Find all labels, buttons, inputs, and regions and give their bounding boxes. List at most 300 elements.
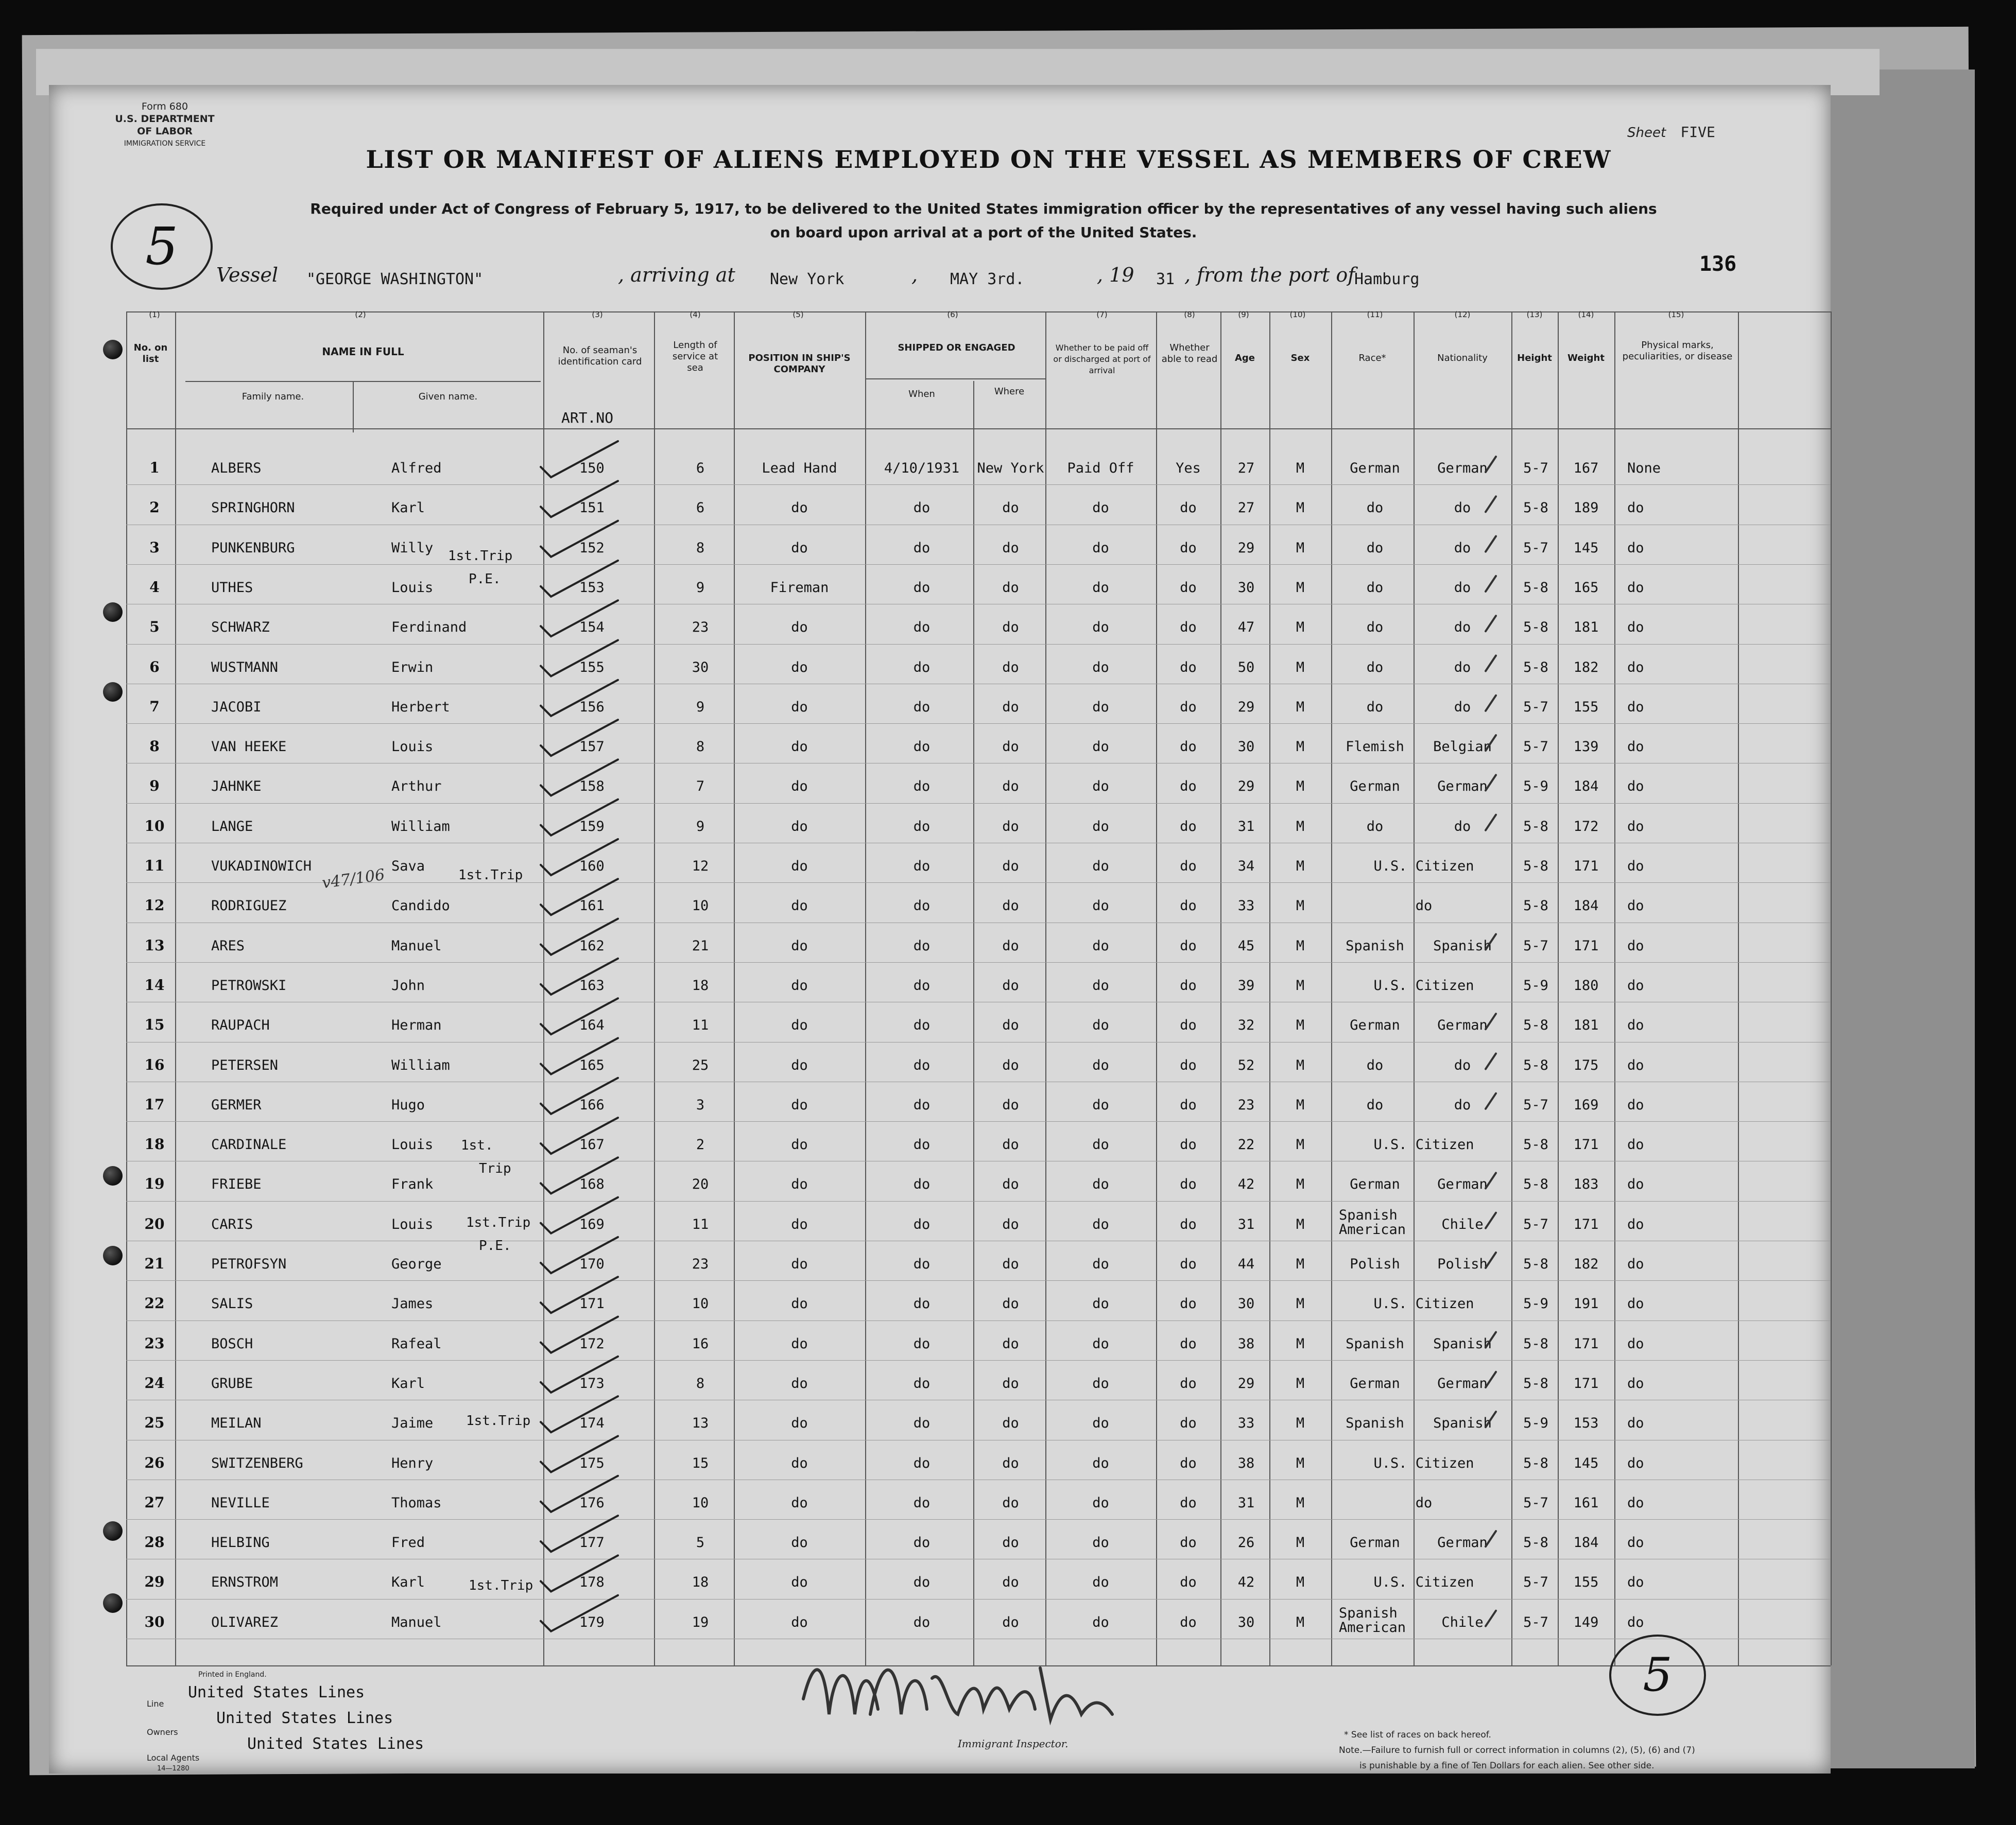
nationality-tick: [1486, 656, 1496, 671]
height-cell: 5-8: [1523, 1137, 1548, 1153]
height-cell: 5-8: [1523, 1176, 1548, 1193]
weight-cell: 171: [1573, 1137, 1599, 1153]
position-cell: do: [791, 1176, 808, 1193]
column-number: (5): [792, 310, 804, 319]
able-read-cell: do: [1180, 1216, 1197, 1232]
shipped-where-cell: do: [1002, 1057, 1019, 1073]
able-read-cell: do: [1180, 699, 1197, 715]
shipped-where-cell: do: [1002, 858, 1019, 874]
paid-off-cell: do: [1092, 977, 1109, 994]
shipped-when-cell: do: [913, 1256, 931, 1272]
subtitle-line: on board upon arrival at a port of the United States.: [770, 224, 1197, 241]
sex-cell: M: [1296, 937, 1305, 954]
given-name-cell: Hugo: [391, 1097, 425, 1113]
service-length-cell: 13: [692, 1415, 709, 1432]
from-port: Hamburg: [1354, 270, 1420, 288]
column-number: (14): [1578, 310, 1594, 319]
penalty-note-1: Note.—Failure to furnish full or correct information in columns (2), (5), (6) and (7): [1339, 1745, 1695, 1756]
shipped-where-cell: do: [1002, 937, 1019, 954]
shipped-where-cell: do: [1002, 659, 1019, 675]
able-read-cell: do: [1180, 579, 1197, 596]
row-number-cell: 22: [144, 1295, 165, 1312]
paid-off-cell: do: [1092, 858, 1109, 874]
position-cell: do: [791, 1335, 808, 1352]
service-length-cell: 11: [692, 1216, 709, 1232]
service-name: IMMIGRATION SERVICE: [124, 140, 206, 148]
position-cell: Lead Hand: [762, 460, 837, 476]
column-number: (2): [355, 310, 366, 319]
card-number-cell: 160: [579, 858, 605, 874]
shipped-where-cell: do: [1002, 818, 1019, 835]
shipped-when-cell: do: [913, 1017, 931, 1034]
sex-cell: M: [1296, 579, 1305, 596]
family-name-cell: VUKADINOWICH: [211, 858, 312, 874]
height-cell: 5-8: [1523, 579, 1548, 596]
paid-off-cell: do: [1092, 1137, 1109, 1153]
physical-marks-cell: do: [1627, 1535, 1644, 1551]
height-cell: 5-7: [1523, 739, 1548, 755]
agents-value: United States Lines: [247, 1735, 424, 1753]
race-cell: do: [1366, 1097, 1384, 1113]
shipped-when-cell: do: [913, 699, 931, 715]
agents-code: 14—1280: [157, 1765, 189, 1772]
comma: ,: [911, 264, 918, 286]
nationality-cell: do: [1454, 619, 1471, 636]
checkmark-mark: [541, 1516, 618, 1552]
row-number-cell: 5: [149, 618, 160, 636]
form-number: Form 680: [141, 101, 188, 112]
header-no-on-list: No. on list: [133, 342, 168, 364]
shipped-where-cell: do: [1002, 540, 1019, 556]
given-name-cell: Louis: [391, 1216, 434, 1232]
given-name-cell: Sava: [391, 858, 425, 874]
family-name-cell: HELBING: [211, 1535, 270, 1551]
race-cell: do: [1366, 540, 1384, 556]
shipped-where-cell: do: [1002, 1375, 1019, 1392]
race-cell: do: [1415, 898, 1433, 914]
given-name-cell: Herbert: [391, 699, 450, 715]
race-cell: Spanish: [1346, 1335, 1404, 1352]
card-number-cell: 179: [579, 1614, 605, 1630]
checkmark-mark: [541, 759, 618, 795]
row-number-cell: 16: [144, 1056, 165, 1073]
shipped-where-cell: do: [1002, 1137, 1019, 1153]
weight-cell: 169: [1573, 1097, 1599, 1113]
checkmark-mark: [541, 1038, 618, 1074]
row-number-cell: 3: [149, 538, 160, 556]
position-cell: do: [791, 1296, 808, 1312]
year-suffix: 31: [1156, 270, 1175, 288]
physical-marks-cell: do: [1627, 619, 1644, 636]
service-length-cell: 8: [696, 540, 705, 556]
nationality-tick: [1486, 1611, 1496, 1626]
shipped-when-cell: do: [913, 977, 931, 994]
age-cell: 29: [1237, 778, 1255, 795]
row-number-cell: 14: [144, 976, 165, 994]
shipped-when-cell: do: [913, 818, 931, 835]
shipped-where-cell: do: [1002, 1097, 1019, 1113]
position-cell: do: [791, 977, 808, 994]
race-cell: Spanish: [1346, 1415, 1404, 1432]
sex-cell: M: [1296, 699, 1305, 715]
height-cell: 5-7: [1523, 1614, 1548, 1630]
column-number: (8): [1184, 310, 1195, 319]
physical-marks-cell: do: [1627, 818, 1644, 835]
able-read-cell: do: [1180, 977, 1197, 994]
given-name-cell: Herman: [391, 1017, 442, 1034]
family-name-cell: FRIEBE: [211, 1176, 262, 1193]
header-sex: Sex: [1290, 353, 1310, 363]
sex-cell: M: [1296, 739, 1305, 755]
shipped-when-cell: do: [913, 1216, 931, 1232]
row-number-cell: 7: [149, 698, 160, 715]
position-cell: do: [791, 858, 808, 874]
position-cell: do: [791, 699, 808, 715]
race-cell: do: [1366, 659, 1384, 675]
shipped-when-cell: do: [913, 1097, 931, 1113]
checkmark-mark: [541, 561, 618, 597]
sex-cell: M: [1296, 1375, 1305, 1392]
sex-cell: M: [1296, 1097, 1305, 1113]
sex-cell: M: [1296, 977, 1305, 994]
nationality-tick: [1486, 775, 1496, 790]
age-cell: 30: [1237, 1614, 1255, 1630]
trip-note: 1st.Trip: [458, 867, 523, 883]
family-name-cell: VAN HEEKE: [211, 739, 287, 755]
card-number-cell: 162: [579, 937, 605, 954]
header-paid-off: Whether to be paid off or discharged at port of arrival: [1053, 343, 1151, 375]
paid-off-cell: Paid Off: [1067, 460, 1134, 476]
weight-cell: 171: [1573, 858, 1599, 874]
age-cell: 52: [1237, 1057, 1255, 1073]
service-length-cell: 6: [696, 500, 705, 516]
family-name-cell: BOSCH: [211, 1335, 253, 1352]
nationality-tick: [1486, 616, 1496, 631]
service-length-cell: 9: [696, 818, 705, 835]
arrival-date: MAY 3rd.: [950, 270, 1025, 288]
paid-off-cell: do: [1092, 1216, 1109, 1232]
row-number-cell: 17: [144, 1096, 165, 1113]
inspector-label: Immigrant Inspector.: [958, 1737, 1069, 1750]
circled-footer-number: [1609, 1635, 1706, 1716]
line-value: United States Lines: [188, 1683, 365, 1701]
row-number-cell: 10: [144, 817, 165, 835]
shipped-where-cell: do: [1002, 619, 1019, 636]
pe-note: P.E.: [479, 1238, 511, 1254]
position-cell: do: [791, 1375, 808, 1392]
family-name-cell: SPRINGHORN: [211, 500, 295, 516]
service-length-cell: 16: [692, 1335, 709, 1352]
paid-off-cell: do: [1092, 500, 1109, 516]
card-number-cell: 157: [579, 739, 605, 755]
position-cell: do: [791, 1097, 808, 1113]
card-number-cell: 170: [579, 1256, 605, 1272]
nationality-tick: [1486, 1412, 1496, 1427]
checkmark-mark: [541, 441, 618, 477]
nationality-cell: Spanish: [1433, 1415, 1492, 1432]
height-cell: 5-8: [1523, 500, 1548, 516]
shipped-when-cell: do: [913, 898, 931, 914]
paid-off-cell: do: [1092, 739, 1109, 755]
service-length-cell: 8: [696, 1375, 705, 1392]
shipped-when-cell: do: [913, 1057, 931, 1073]
page-number: 136: [1699, 252, 1737, 276]
weight-cell: 191: [1573, 1296, 1599, 1312]
row-number-cell: 28: [144, 1534, 165, 1551]
sex-cell: M: [1296, 1335, 1305, 1352]
header-given-name: Given name.: [418, 391, 478, 402]
given-name-cell: William: [391, 1057, 450, 1073]
given-name-cell: Ferdinand: [391, 619, 467, 636]
service-length-cell: 30: [692, 659, 709, 675]
header-where: Where: [994, 386, 1025, 397]
physical-marks-cell: do: [1627, 1017, 1644, 1034]
given-name-cell: Rafeal: [391, 1335, 442, 1352]
header-name-in-full: NAME IN FULL: [322, 345, 404, 358]
family-name-cell: PUNKENBURG: [211, 540, 295, 556]
service-length-cell: 12: [692, 858, 709, 874]
row-number-cell: 11: [144, 857, 165, 874]
family-name-cell: CARIS: [211, 1216, 253, 1232]
weight-cell: 155: [1573, 1574, 1599, 1591]
given-name-cell: Arthur: [391, 778, 442, 795]
nationality-tick: [1486, 1253, 1496, 1268]
document-title: LIST OR MANIFEST OF ALIENS EMPLOYED ON THE VESSEL AS MEMBERS OF CREW: [366, 146, 1612, 174]
checkmark-mark: [541, 1476, 618, 1512]
column-number: (10): [1289, 310, 1306, 319]
able-read-cell: do: [1180, 1335, 1197, 1352]
checkmark-mark: [541, 680, 618, 716]
vessel-label: Vessel: [216, 264, 279, 286]
race-cell: U.S. Citizen: [1373, 1574, 1474, 1591]
sex-cell: M: [1296, 1256, 1305, 1272]
position-cell: do: [791, 739, 808, 755]
family-name-cell: ARES: [211, 937, 245, 954]
checkmark-mark: [541, 1237, 618, 1273]
card-number-cell: 176: [579, 1494, 605, 1511]
race-cell: German: [1350, 460, 1400, 476]
shipped-when-cell: do: [913, 1176, 931, 1193]
card-number-cell: 177: [579, 1535, 605, 1551]
service-length-cell: 23: [692, 619, 709, 636]
header-position: POSITION IN SHIP'S COMPANY: [748, 353, 851, 375]
shipped-when-cell: do: [913, 659, 931, 675]
paid-off-cell: do: [1092, 1176, 1109, 1193]
given-name-cell: John: [391, 977, 425, 994]
header-shipped: SHIPPED OR ENGAGED: [898, 342, 1015, 353]
penalty-note-2: is punishable by a fine of Ten Dollars for each alien. See other side.: [1359, 1761, 1655, 1771]
from-label: , from the port of: [1184, 264, 1355, 286]
position-cell: do: [791, 1614, 808, 1630]
weight-cell: 171: [1573, 1216, 1599, 1232]
race-cell: German: [1350, 1176, 1400, 1193]
position-cell: do: [791, 1574, 808, 1591]
race-cell: Spanish American: [1339, 1605, 1406, 1636]
race-cell: German: [1350, 1017, 1400, 1034]
weight-cell: 171: [1573, 1375, 1599, 1392]
row-number-cell: 2: [149, 499, 160, 516]
physical-marks-cell: do: [1627, 1455, 1644, 1471]
age-cell: 27: [1237, 460, 1255, 476]
sex-cell: M: [1296, 1216, 1305, 1232]
shipped-when-cell: do: [913, 1375, 931, 1392]
header-race: Race*: [1358, 353, 1386, 363]
checkmark-mark: [541, 481, 618, 517]
physical-marks-cell: do: [1627, 1494, 1644, 1511]
card-number-cell: 150: [579, 460, 605, 476]
able-read-cell: do: [1180, 1097, 1197, 1113]
card-number-cell: 158: [579, 778, 605, 795]
row-number-cell: 1: [149, 459, 160, 476]
position-cell: do: [791, 659, 808, 675]
given-name-cell: Fred: [391, 1535, 425, 1551]
race-cell: do: [1415, 1494, 1433, 1511]
height-cell: 5-9: [1523, 778, 1548, 795]
shipped-where-cell: do: [1002, 699, 1019, 715]
arriving-port: New York: [770, 270, 845, 288]
sex-cell: M: [1296, 1137, 1305, 1153]
checkmark-mark: [541, 998, 618, 1034]
height-cell: 5-9: [1523, 1296, 1548, 1312]
family-name-cell: SWITZENBERG: [211, 1455, 303, 1471]
family-name-cell: SCHWARZ: [211, 619, 270, 636]
paid-off-cell: do: [1092, 1017, 1109, 1034]
race-cell: Spanish American: [1339, 1207, 1406, 1238]
height-cell: 5-7: [1523, 540, 1548, 556]
paid-off-cell: do: [1092, 818, 1109, 835]
card-number-cell: 161: [579, 898, 605, 914]
physical-marks-cell: do: [1627, 937, 1644, 954]
header-age: Age: [1234, 353, 1255, 363]
weight-cell: 181: [1573, 619, 1599, 636]
paid-off-cell: do: [1092, 1296, 1109, 1312]
weight-cell: 184: [1573, 898, 1599, 914]
column-number: (12): [1454, 310, 1471, 319]
given-name-cell: Thomas: [391, 1494, 442, 1511]
race-cell: U.S. Citizen: [1373, 858, 1474, 874]
race-cell: U.S. Citizen: [1373, 977, 1474, 994]
position-cell: do: [791, 1256, 808, 1272]
able-read-cell: do: [1180, 1296, 1197, 1312]
position-cell: do: [791, 898, 808, 914]
service-length-cell: 20: [692, 1176, 709, 1193]
nationality-tick: [1486, 934, 1496, 950]
shipped-when-cell: do: [913, 1535, 931, 1551]
paid-off-cell: do: [1092, 937, 1109, 954]
weight-cell: 175: [1573, 1057, 1599, 1073]
given-name-cell: Frank: [391, 1176, 434, 1193]
age-cell: 32: [1237, 1017, 1255, 1034]
physical-marks-cell: do: [1627, 739, 1644, 755]
age-cell: 42: [1237, 1176, 1255, 1193]
weight-cell: 180: [1573, 977, 1599, 994]
nationality-tick: [1486, 536, 1496, 552]
art-no-label: ART.NO: [561, 409, 614, 426]
card-number-cell: 169: [579, 1216, 605, 1232]
given-name-cell: William: [391, 818, 450, 835]
weight-cell: 165: [1573, 579, 1599, 596]
race-cell: do: [1366, 579, 1384, 596]
height-cell: 5-9: [1523, 977, 1548, 994]
shipped-when-cell: do: [913, 1455, 931, 1471]
column-number: (11): [1367, 310, 1383, 319]
position-cell: do: [791, 619, 808, 636]
physical-marks-cell: do: [1627, 1614, 1644, 1630]
paid-off-cell: do: [1092, 1535, 1109, 1551]
paid-off-cell: do: [1092, 898, 1109, 914]
position-cell: Fireman: [770, 579, 829, 596]
service-length-cell: 10: [692, 1296, 709, 1312]
nationality-tick: [1486, 1054, 1496, 1069]
able-read-cell: do: [1180, 1614, 1197, 1630]
checkmark-mark: [541, 959, 618, 995]
nationality-cell: do: [1454, 540, 1471, 556]
age-cell: 38: [1237, 1335, 1255, 1352]
header-weight: Weight: [1567, 353, 1605, 363]
paid-off-cell: do: [1092, 1375, 1109, 1392]
physical-marks-cell: do: [1627, 1375, 1644, 1392]
nationality-tick: [1486, 696, 1496, 711]
able-read-cell: do: [1180, 818, 1197, 835]
able-read-cell: do: [1180, 1494, 1197, 1511]
race-cell: do: [1366, 818, 1384, 835]
nationality-tick: [1486, 1372, 1496, 1387]
service-length-cell: 3: [696, 1097, 705, 1113]
first-note: 1st.: [461, 1138, 493, 1153]
circled-number-text: 5: [145, 216, 178, 276]
family-name-cell: JACOBI: [211, 699, 262, 715]
shipped-when-cell: do: [913, 540, 931, 556]
position-cell: do: [791, 540, 808, 556]
race-cell: do: [1366, 1057, 1384, 1073]
row-number-cell: 12: [144, 897, 165, 914]
position-cell: do: [791, 1494, 808, 1511]
column-number: (7): [1096, 310, 1108, 319]
column-number: (9): [1238, 310, 1249, 319]
shipped-where-cell: do: [1002, 898, 1019, 914]
nationality-tick: [1486, 1213, 1496, 1228]
family-name-cell: SALIS: [211, 1296, 253, 1312]
sex-cell: M: [1296, 1614, 1305, 1630]
age-cell: 29: [1237, 699, 1255, 715]
able-read-cell: do: [1180, 1137, 1197, 1153]
able-read-cell: do: [1180, 619, 1197, 636]
age-cell: 29: [1237, 1375, 1255, 1392]
age-cell: 33: [1237, 1415, 1255, 1432]
age-cell: 30: [1237, 1296, 1255, 1312]
nationality-cell: Spanish: [1433, 937, 1492, 954]
physical-marks-cell: do: [1627, 898, 1644, 914]
service-length-cell: 21: [692, 937, 709, 954]
shipped-when-cell: do: [913, 1574, 931, 1591]
family-name-cell: NEVILLE: [211, 1494, 270, 1511]
service-length-cell: 2: [696, 1137, 705, 1153]
race-cell: do: [1366, 699, 1384, 715]
trip-note: 1st.Trip: [469, 1578, 533, 1593]
card-number-cell: 153: [579, 579, 605, 596]
physical-marks-cell: do: [1627, 1057, 1644, 1073]
age-cell: 38: [1237, 1455, 1255, 1471]
height-cell: 5-7: [1523, 1494, 1548, 1511]
physical-marks-cell: do: [1627, 977, 1644, 994]
row-number-cell: 30: [144, 1613, 165, 1630]
service-length-cell: 25: [692, 1057, 709, 1073]
paid-off-cell: do: [1092, 1494, 1109, 1511]
service-length-cell: 10: [692, 1494, 709, 1511]
race-cell: German: [1350, 778, 1400, 795]
shipped-when-cell: do: [913, 1296, 931, 1312]
family-name-cell: PETROWSKI: [211, 977, 287, 994]
